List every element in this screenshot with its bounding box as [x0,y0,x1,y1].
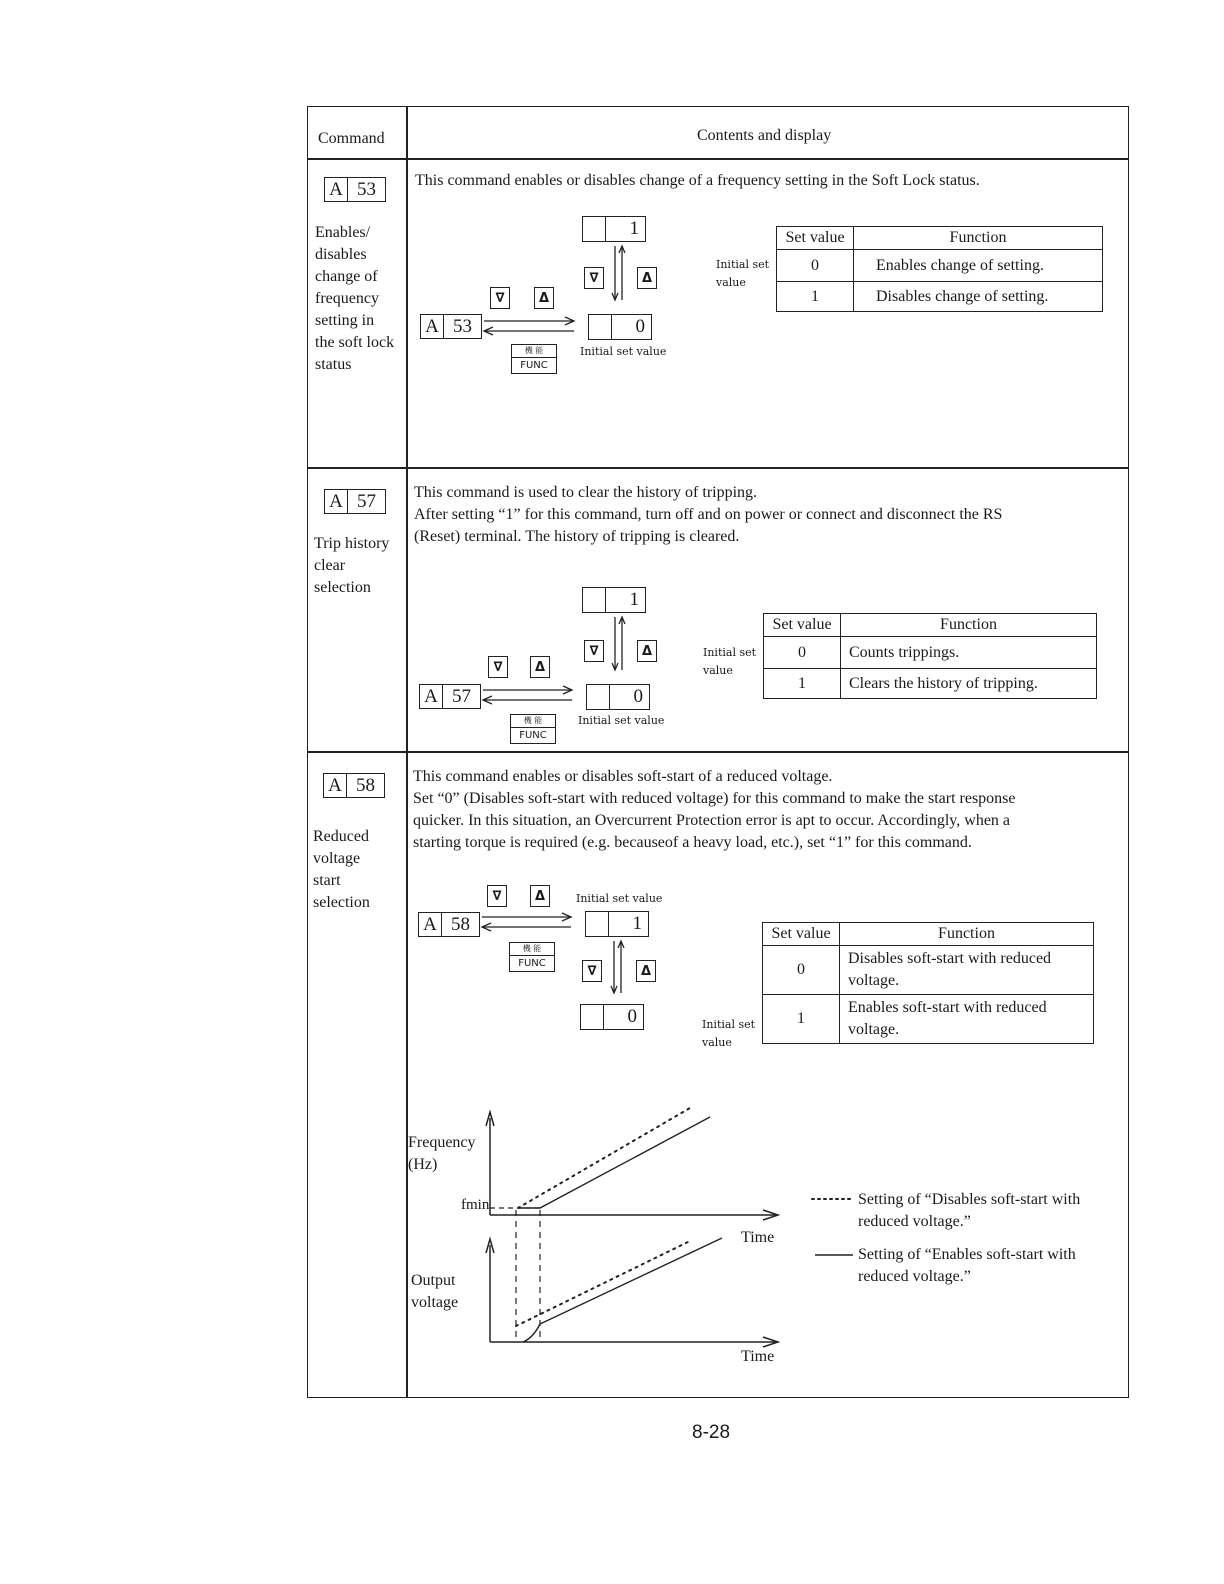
table-row: 1 Enables soft-start with reduced voltage. [763,995,1094,1044]
a57-value-bottom: 0 [586,684,650,710]
frequency-enabled-curve [518,1117,710,1208]
a57-display-code: A 57 [419,684,481,709]
a58-down-key-icon: ∇ [582,960,602,982]
a53-func-key-icon: 機 能 FUNC [511,344,557,374]
a58-initial-set-note: Initial set value [702,1018,756,1049]
table-row: 1 Disables change of setting. [777,282,1103,312]
frequency-disabled-curve [518,1108,690,1208]
voltage-enabled-curve [523,1238,722,1342]
table-header-row: Set value Function [777,227,1103,250]
a57-down-key-left-icon: ∇ [488,656,508,678]
a53-value-bottom: 0 [588,314,652,340]
a57-value-top: 1 [582,587,646,613]
a58-func-key-icon: 機 能 FUNC [509,942,555,972]
a57-down-key-icon: ∇ [584,640,604,662]
a57-initial-set-note: Initial set value [703,646,757,677]
a53-initial-set-note: Initial set value [716,258,770,289]
a58-display-code: A 58 [418,912,480,937]
legend-solid-text: Setting of “Enables soft-start with reduced voltage.” [858,1246,1076,1285]
a58-description: This command enables or disables soft-start of a reduced voltage. Set “0” (Disables soft-start with reduced voltage) for this command to make the start response quicker. In this situation, an Overcurrent Protection error is apt to occur. Accordingly, when a starting torque is required (e.g. becauseof a heavy load, etc.), set “1” for this command. [413,768,1016,851]
a57-up-key-left-icon: Δ [530,656,550,678]
a53-initial-set-value: Initial set value [580,345,667,358]
table-header-row: Set value Function [764,614,1097,637]
a58-code: A 58 [323,773,385,798]
header-command: Command [318,130,385,147]
a58-up-key-icon: Δ [636,960,656,982]
a57-func-key-icon: 機 能 FUNC [510,714,556,744]
fmin-label: fmin [461,1197,490,1213]
a53-label: Enables/ disables change of frequency setting in the soft lock status [315,224,395,373]
frequency-axis-label: Frequency (Hz) [408,1134,476,1173]
table-row: 1 Clears the history of tripping. [764,669,1097,699]
a57-initial-set-value: Initial set value [578,714,665,727]
a58-label: Reduced voltage start selection [313,828,370,911]
a53-value-top: 1 [582,216,646,242]
table-row: 0 Disables soft-start with reduced voltage. [763,946,1094,995]
a58-up-key-left-icon: Δ [530,885,550,907]
header-contents: Contents and display [697,127,832,144]
a53-down-key-icon: ∇ [584,267,604,289]
page-number: 8-28 [692,1422,731,1443]
a53-code: A 53 [324,177,386,202]
legend-dotted-text: Setting of “Disables soft-start with reduced voltage.” [858,1191,1081,1230]
time-label-top: Time [741,1229,775,1246]
time-label-bottom: Time [741,1348,775,1365]
a53-up-key-icon: Δ [637,267,657,289]
a58-value-top: 1 [585,911,649,937]
table-row: 0 Enables change of setting. [777,250,1103,282]
a53-up-key-left-icon: Δ [534,287,554,309]
a53-description: This command enables or disables change of a frequency setting in the Soft Lock status. [415,172,980,189]
a57-up-key-icon: Δ [637,640,657,662]
a57-code: A 57 [324,489,386,514]
a58-value-bottom: 0 [580,1004,644,1030]
voltage-disabled-curve [516,1240,692,1326]
a53-down-key-left-icon: ∇ [490,287,510,309]
a57-label: Trip history clear selection [314,535,390,596]
a58-down-key-left-icon: ∇ [487,885,507,907]
table-header-row: Set value Function [763,923,1094,946]
table-row: 0 Counts trippings. [764,637,1097,669]
voltage-axis-label: Output voltage [411,1272,459,1311]
a58-initial-set-value: Initial set value [576,892,663,905]
a53-display-code: A 53 [420,314,482,339]
a57-description: This command is used to clear the history of tripping. After setting “1” for this command, turn off and on power or connect and disconnect the RS (Reset) terminal. The history of tripping is cleared. [414,484,1003,545]
